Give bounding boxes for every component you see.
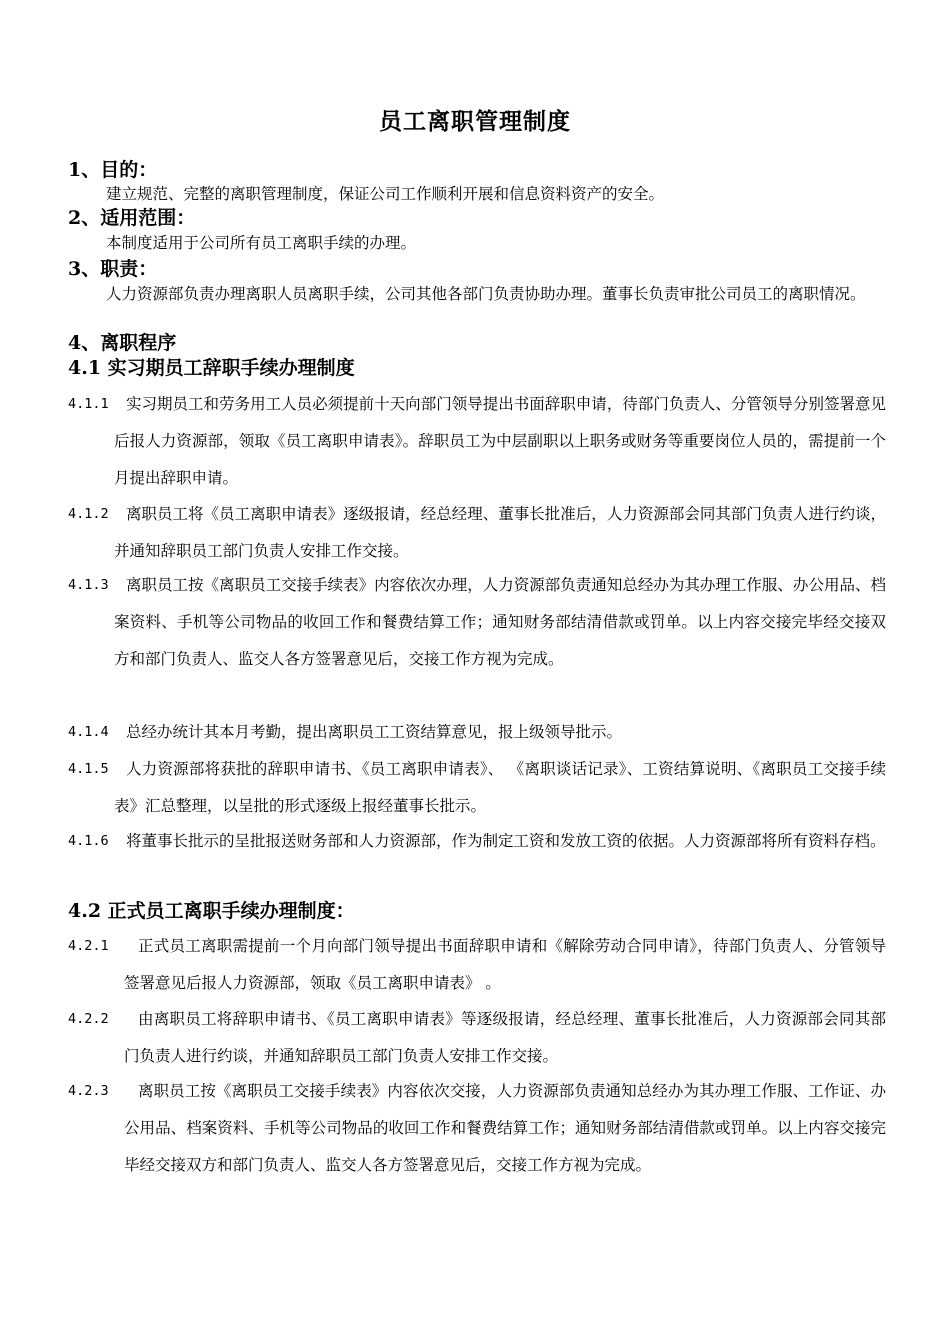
clause-4-2-2 <box>68 1001 886 1075</box>
clause-text: 离职员工按《离职员工交接手续表》内容依次办理，人力资源部负责通知总经办为其办理工作服、办公用品、档案资料、手机等公司物品的收回工作和餐费结算工作；通知财务部结清借款或罚单。以上内容交接完毕经交接双方和部门负责人、监交人各方签署意见后，交接工作方视为完成。 <box>114 576 886 668</box>
section-heading-duties: 3、职责： <box>68 258 158 280</box>
clause-text: 人力资源部将获批的辞职申请书、《员工离职申请表》、 《离职谈话记录》、工资结算说明、《离职员工交接手续表》汇总整理，以呈批的形式逐级上报经董事长批示。 <box>114 760 886 815</box>
clause-number: 4.1.4 <box>68 724 109 740</box>
clause-number: 4.1.5 <box>68 761 109 777</box>
section-body-purpose: 建立规范、完整的离职管理制度，保证公司工作顺利开展和信息资料资产的安全。 <box>106 185 665 203</box>
page-title: 员工离职管理制度 <box>379 108 571 135</box>
clause-text: 由离职员工将辞职申请书、《员工离职申请表》等逐级报请，经总经理、董事长批准后，人力资源部会同其部门负责人进行约谈，并通知辞职员工部门负责人安排工作交接。 <box>124 1010 886 1065</box>
section-heading-purpose: 1、目的： <box>68 159 158 181</box>
clause-number: 4.2.2 <box>68 1011 109 1027</box>
clause-4-1-1 <box>68 386 886 497</box>
section-heading-procedure: 4、离职程序 <box>68 332 177 354</box>
clause-text: 正式员工离职需提前一个月向部门领导提出书面辞职申请和《解除劳动合同申请》，待部门负责人、分管领导签署意见后报人力资源部，领取《员工离职申请表》 。 <box>124 937 886 992</box>
clause-text: 离职员工按《离职员工交接手续表》内容依次交接，人力资源部负责通知总经办为其办理工作服、工作证、办公用品、档案资料、手机等公司物品的收回工作和餐费结算工作；通知财务部结清借款或罚单。以上内容交接完毕经交接双方和部门负责人、监交人各方签署意见后，交接工作方视为完成。 <box>124 1082 886 1174</box>
clause-4-1-5 <box>68 751 886 825</box>
section-body-scope: 本制度适用于公司所有员工离职手续的办理。 <box>106 234 417 252</box>
clause-text: 实习期员工和劳务用工人员必须提前十天向部门领导提出书面辞职申请，待部门负责人、分管领导分别签署意见后报人力资源部，领取《员工离职申请表》。辞职员工为中层副职以上职务或财务等重要岗位人员的，需提前一个月提出辞职申请。 <box>114 395 886 487</box>
clause-text: 离职员工将《员工离职申请表》逐级报请，经总经理、董事长批准后，人力资源部会同其部门负责人进行约谈，并通知辞职员工部门负责人安排工作交接。 <box>114 505 886 560</box>
clause-number: 4.1.6 <box>68 833 109 849</box>
clause-number: 4.2.3 <box>68 1083 109 1099</box>
clause-number: 4.2.1 <box>68 938 109 954</box>
section-body-duties: 人力资源部负责办理离职人员离职手续，公司其他各部门负责协助办理。董事长负责审批公司员工的离职情况。 <box>106 285 866 303</box>
clause-text: 将董事长批示的呈批报送财务部和人力资源部，作为制定工资和发放工资的依据。人力资源部将所有资料存档。 <box>126 832 886 850</box>
clause-4-1-2 <box>68 496 886 570</box>
clause-number: 4.1.1 <box>68 396 109 412</box>
clause-number: 4.1.2 <box>68 506 109 522</box>
subsection-heading-4-1: 4.1 实习期员工辞职手续办理制度 <box>68 357 355 379</box>
clause-4-1-3 <box>68 567 886 678</box>
subsection-heading-4-2: 4.2 正式员工离职手续办理制度： <box>68 900 355 922</box>
clause-4-1-4 <box>68 714 886 751</box>
clause-4-1-6 <box>68 823 886 860</box>
clause-4-2-1 <box>68 928 886 1002</box>
clause-text: 总经办统计其本月考勤，提出离职员工工资结算意见，报上级领导批示。 <box>126 723 623 741</box>
clause-4-2-3 <box>68 1073 886 1184</box>
clause-number: 4.1.3 <box>68 577 109 593</box>
section-heading-scope: 2、适用范围： <box>68 207 196 229</box>
